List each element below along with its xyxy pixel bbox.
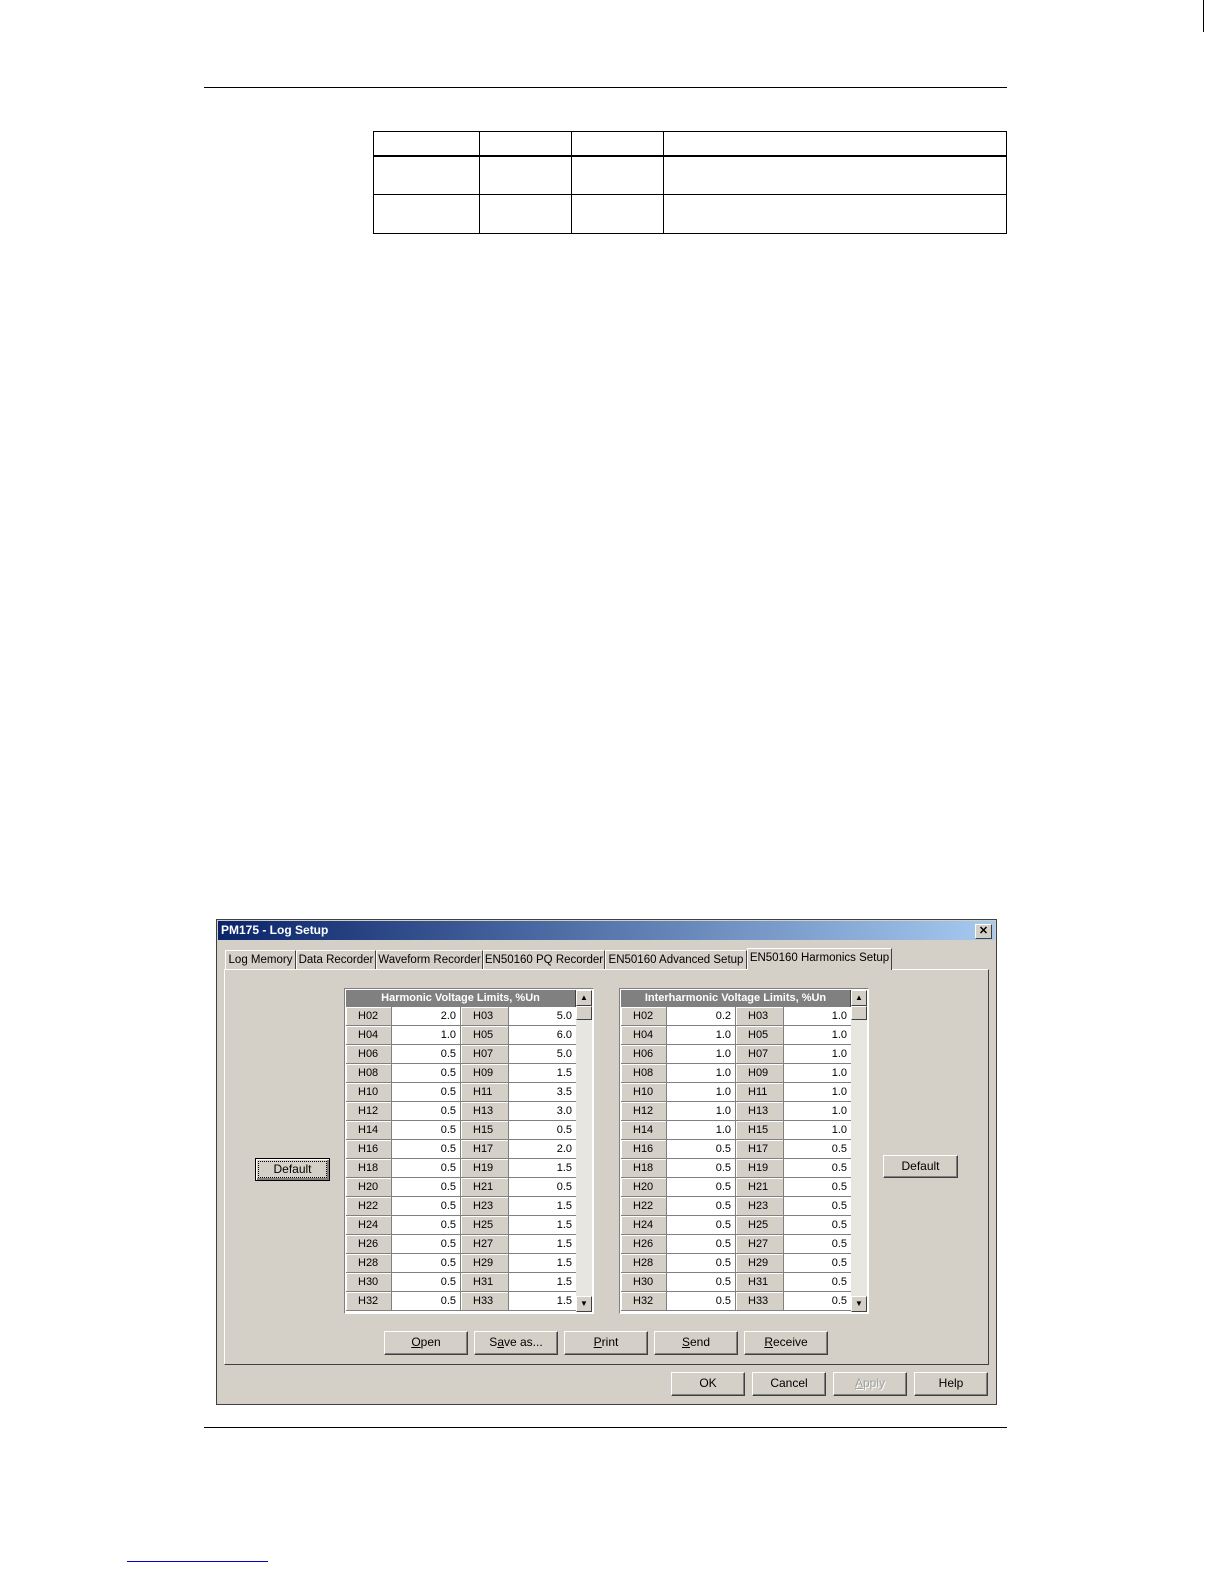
harmonic-label: H06: [346, 1045, 392, 1064]
grid-title: Interharmonic Voltage Limits, %Un: [621, 990, 851, 1007]
limit-value-input[interactable]: 1.0: [784, 1064, 852, 1083]
grid-row: [621, 1292, 852, 1311]
footer-link-underline[interactable]: [127, 1561, 268, 1562]
save-as-button[interactable]: [474, 1331, 558, 1355]
table-cell: [572, 195, 664, 234]
harmonic-label: H18: [621, 1159, 667, 1178]
harmonic-label: H06: [621, 1045, 667, 1064]
grid-row: [621, 1083, 852, 1102]
limit-value-input[interactable]: 0.5: [784, 1216, 852, 1235]
harmonic-label: H23: [461, 1197, 509, 1216]
limit-value-input[interactable]: 1.0: [392, 1026, 461, 1045]
limit-value-input[interactable]: 0.5: [667, 1159, 736, 1178]
limit-value-input[interactable]: 0.5: [667, 1140, 736, 1159]
label-part: eceive: [772, 1335, 808, 1349]
grid-row: [621, 1197, 852, 1216]
limit-value-input[interactable]: 1.0: [667, 1045, 736, 1064]
open-button[interactable]: [384, 1331, 468, 1355]
label-part: end: [689, 1335, 711, 1349]
limit-value-input[interactable]: 0.5: [392, 1159, 461, 1178]
harmonic-label: H02: [621, 1007, 667, 1026]
harmonic-label: H31: [461, 1273, 509, 1292]
limit-value-input[interactable]: 0.5: [392, 1045, 461, 1064]
harmonic-label: H15: [461, 1121, 509, 1140]
grid-row: [621, 1045, 852, 1064]
harmonic-label: H33: [461, 1292, 509, 1311]
scrollbar[interactable]: [576, 990, 592, 1312]
limit-value-input[interactable]: 0.5: [392, 1102, 461, 1121]
table-row: [374, 195, 1007, 234]
page-corner-line: [1203, 0, 1204, 32]
limit-value-input[interactable]: 0.5: [509, 1121, 577, 1140]
limit-value-input[interactable]: 0.5: [667, 1178, 736, 1197]
table-row: [374, 156, 1007, 195]
table-cell: [480, 195, 572, 234]
limit-value-input[interactable]: 2.0: [509, 1140, 577, 1159]
limit-value-input[interactable]: 0.5: [392, 1216, 461, 1235]
harmonic-label: H30: [346, 1273, 392, 1292]
limit-value-input[interactable]: 0.5: [667, 1235, 736, 1254]
tab-waveform-recorder[interactable]: Waveform Recorder: [376, 950, 483, 969]
limit-value-input[interactable]: 0.5: [392, 1121, 461, 1140]
harmonic-label: H22: [621, 1197, 667, 1216]
label-part: pen: [420, 1335, 441, 1349]
limit-value-input[interactable]: 0.5: [784, 1292, 852, 1311]
grid-row: [621, 1178, 852, 1197]
limit-value-input[interactable]: 3.0: [509, 1102, 577, 1121]
scroll-down-icon[interactable]: ▼: [576, 1296, 592, 1312]
harmonic-label: H24: [621, 1216, 667, 1235]
grid-row: [346, 1159, 577, 1178]
grid-row: [346, 1007, 577, 1026]
table-cell: [480, 156, 572, 195]
harmonic-label: H14: [621, 1121, 667, 1140]
label-part: S: [489, 1335, 498, 1349]
harmonic-label: H20: [346, 1178, 392, 1197]
harmonic-label: H04: [621, 1026, 667, 1045]
limit-value-input[interactable]: 3.5: [509, 1083, 577, 1102]
limit-value-input[interactable]: 1.0: [667, 1102, 736, 1121]
table-cell: [664, 132, 1007, 156]
send-button[interactable]: [654, 1331, 738, 1355]
accelerator-key: A: [854, 1376, 863, 1390]
tab-en50160-harmonics-setup[interactable]: EN50160 Harmonics Setup: [747, 948, 892, 970]
ok-button[interactable]: OK: [671, 1372, 745, 1396]
limit-value-input[interactable]: 0.5: [784, 1254, 852, 1273]
limit-value-input[interactable]: 1.0: [784, 1083, 852, 1102]
limit-value-input[interactable]: 5.0: [509, 1045, 577, 1064]
harmonic-label: H28: [621, 1254, 667, 1273]
harmonic-label: H31: [736, 1273, 784, 1292]
title-bar[interactable]: [218, 921, 995, 940]
accelerator-key: O: [411, 1335, 421, 1349]
header-rule: [204, 87, 1007, 88]
table-cell: [480, 132, 572, 156]
harmonic-label: H17: [461, 1140, 509, 1159]
limit-value-input[interactable]: 0.5: [784, 1273, 852, 1292]
limit-value-input[interactable]: 1.0: [667, 1064, 736, 1083]
scroll-down-icon[interactable]: ▼: [851, 1296, 867, 1312]
limit-value-input[interactable]: 0.5: [784, 1178, 852, 1197]
label-part: ve as...: [504, 1335, 543, 1349]
limit-value-input[interactable]: 1.0: [784, 1102, 852, 1121]
grid-row: [346, 1273, 577, 1292]
harmonic-label: H27: [461, 1235, 509, 1254]
limit-value-input[interactable]: 0.5: [667, 1197, 736, 1216]
harmonic-label: H07: [736, 1045, 784, 1064]
harmonic-label: H02: [346, 1007, 392, 1026]
limit-value-input[interactable]: 0.5: [784, 1159, 852, 1178]
limit-value-input[interactable]: 1.5: [509, 1064, 577, 1083]
harmonic-label: H08: [346, 1064, 392, 1083]
harmonic-label: H13: [461, 1102, 509, 1121]
grid-row: [621, 1121, 852, 1140]
scroll-thumb[interactable]: [576, 1006, 592, 1020]
limit-value-input[interactable]: 1.5: [509, 1292, 577, 1311]
harmonic-label: H21: [736, 1178, 784, 1197]
limit-value-input[interactable]: 0.5: [392, 1254, 461, 1273]
limit-value-input[interactable]: 0.5: [667, 1254, 736, 1273]
harmonic-label: H27: [736, 1235, 784, 1254]
scroll-up-icon[interactable]: ▲: [851, 990, 867, 1006]
harmonic-label: H03: [736, 1007, 784, 1026]
limit-value-input[interactable]: 1.0: [667, 1121, 736, 1140]
accelerator-key: R: [764, 1335, 773, 1349]
harmonic-label: H05: [461, 1026, 509, 1045]
tab-log-memory[interactable]: Log Memory: [225, 950, 296, 969]
harmonic-label: H05: [736, 1026, 784, 1045]
close-icon[interactable]: ✕: [975, 924, 992, 939]
harmonic-label: H25: [461, 1216, 509, 1235]
harmonic-label: H26: [346, 1235, 392, 1254]
dialog-title: PM175 - Log Setup: [221, 923, 329, 937]
harmonic-label: H13: [736, 1102, 784, 1121]
harmonic-label: H09: [461, 1064, 509, 1083]
harmonic-limits-grid: [344, 988, 594, 1314]
help-button[interactable]: Help: [914, 1372, 988, 1396]
limit-value-input[interactable]: 1.0: [667, 1026, 736, 1045]
grid-row: [346, 1026, 577, 1045]
cancel-button[interactable]: Cancel: [752, 1372, 826, 1396]
harmonic-label: H22: [346, 1197, 392, 1216]
limit-value-input[interactable]: 1.0: [784, 1026, 852, 1045]
harmonic-label: H18: [346, 1159, 392, 1178]
harmonic-label: H32: [621, 1292, 667, 1311]
harmonic-label: H32: [346, 1292, 392, 1311]
limit-value-input[interactable]: 0.5: [667, 1216, 736, 1235]
limit-value-input[interactable]: 1.5: [509, 1254, 577, 1273]
log-setup-dialog: [216, 919, 997, 1405]
limit-value-input[interactable]: 1.5: [509, 1235, 577, 1254]
harmonic-label: H17: [736, 1140, 784, 1159]
harmonic-label: H10: [346, 1083, 392, 1102]
grid-row: [621, 1273, 852, 1292]
limit-value-input[interactable]: 0.5: [392, 1064, 461, 1083]
grid-title: Harmonic Voltage Limits, %Un: [346, 990, 576, 1007]
table-cell: [664, 195, 1007, 234]
grid-row: [346, 1064, 577, 1083]
harmonic-label: H16: [346, 1140, 392, 1159]
label-part: rint: [601, 1335, 619, 1349]
default-interharmonic-button[interactable]: Default: [883, 1155, 958, 1178]
harmonic-label: H10: [621, 1083, 667, 1102]
limit-value-input[interactable]: 0.5: [392, 1178, 461, 1197]
harmonic-label: H20: [621, 1178, 667, 1197]
limit-value-input[interactable]: 1.0: [784, 1045, 852, 1064]
limit-value-input[interactable]: 0.5: [392, 1140, 461, 1159]
harmonic-label: H07: [461, 1045, 509, 1064]
limit-value-input[interactable]: 1.0: [667, 1083, 736, 1102]
limit-value-input[interactable]: 1.0: [784, 1121, 852, 1140]
grid-row: [346, 1083, 577, 1102]
limit-value-input[interactable]: 0.5: [392, 1273, 461, 1292]
harmonic-label: H24: [346, 1216, 392, 1235]
tab-data-recorder[interactable]: Data Recorder: [296, 950, 376, 969]
grid-row: [621, 1102, 852, 1121]
limit-value-input[interactable]: 0.5: [392, 1292, 461, 1311]
grid-row: [346, 1216, 577, 1235]
harmonic-label: H29: [736, 1254, 784, 1273]
harmonic-label: H11: [461, 1083, 509, 1102]
label-part: pply: [863, 1376, 886, 1390]
harmonic-label: H26: [621, 1235, 667, 1254]
limit-value-input[interactable]: 1.5: [509, 1216, 577, 1235]
table-cell: [374, 156, 480, 195]
harmonic-label: H25: [736, 1216, 784, 1235]
default-harmonic-button[interactable]: Default: [255, 1158, 330, 1181]
tab-panel: [224, 969, 989, 1365]
harmonic-label: H16: [621, 1140, 667, 1159]
limit-value-input[interactable]: 1.5: [509, 1273, 577, 1292]
limit-value-input[interactable]: 6.0: [509, 1026, 577, 1045]
accelerator-key: a: [497, 1335, 504, 1349]
harmonic-label: H04: [346, 1026, 392, 1045]
harmonic-label: H15: [736, 1121, 784, 1140]
harmonic-label: H21: [461, 1178, 509, 1197]
table-cell: [374, 195, 480, 234]
limit-value-input[interactable]: 0.5: [509, 1178, 577, 1197]
limit-value-input[interactable]: 1.5: [509, 1197, 577, 1216]
limit-value-input[interactable]: 0.5: [392, 1083, 461, 1102]
table-cell: [664, 156, 1007, 195]
apply-button[interactable]: [833, 1372, 907, 1396]
grid-row: [621, 1007, 852, 1026]
limit-value-input[interactable]: 5.0: [509, 1007, 577, 1026]
limit-value-input[interactable]: 0.5: [784, 1197, 852, 1216]
interharmonic-limits-grid: [619, 988, 869, 1314]
grid-row: [346, 1235, 577, 1254]
grid-row: [621, 1235, 852, 1254]
grid-row: [621, 1064, 852, 1083]
harmonic-label: H30: [621, 1273, 667, 1292]
limit-value-input[interactable]: 0.5: [784, 1140, 852, 1159]
table-cell: [572, 156, 664, 195]
grid-row: [621, 1140, 852, 1159]
grid-row: [621, 1026, 852, 1045]
grid-row: [346, 1045, 577, 1064]
limit-value-input[interactable]: 2.0: [392, 1007, 461, 1026]
harmonic-label: H29: [461, 1254, 509, 1273]
harmonic-label: H12: [621, 1102, 667, 1121]
print-button[interactable]: [564, 1331, 648, 1355]
harmonic-label: H33: [736, 1292, 784, 1311]
scroll-thumb[interactable]: [851, 1006, 867, 1020]
harmonic-label: H23: [736, 1197, 784, 1216]
grid-row: [346, 1121, 577, 1140]
harmonic-label: H19: [461, 1159, 509, 1178]
scrollbar[interactable]: [851, 990, 867, 1312]
grid-row: [346, 1140, 577, 1159]
harmonic-label: H28: [346, 1254, 392, 1273]
grid-row: [621, 1254, 852, 1273]
limit-value-input[interactable]: 1.0: [784, 1007, 852, 1026]
tab-en50160-pq-recorder[interactable]: EN50160 PQ Recorder: [483, 950, 605, 969]
grid-row: [346, 1292, 577, 1311]
harmonic-label: H14: [346, 1121, 392, 1140]
limit-value-input[interactable]: 0.5: [667, 1273, 736, 1292]
harmonic-label: H12: [346, 1102, 392, 1121]
grid-row: [346, 1178, 577, 1197]
limit-value-input[interactable]: 0.5: [784, 1235, 852, 1254]
grid-row: [346, 1197, 577, 1216]
table-row: [374, 132, 1007, 156]
grid-row: [346, 1102, 577, 1121]
limit-value-input[interactable]: 0.5: [392, 1197, 461, 1216]
harmonic-label: H19: [736, 1159, 784, 1178]
limit-value-input[interactable]: 0.5: [667, 1292, 736, 1311]
accelerator-key: S: [681, 1335, 690, 1349]
harmonic-label: H08: [621, 1064, 667, 1083]
harmonic-label: H11: [736, 1083, 784, 1102]
accelerator-key: P: [593, 1335, 602, 1349]
table-cell: [374, 132, 480, 156]
footer-rule: [204, 1427, 1007, 1428]
document-table: [373, 131, 1007, 234]
grid-row: [346, 1254, 577, 1273]
grid-row: [621, 1159, 852, 1178]
grid-row: [621, 1216, 852, 1235]
scroll-up-icon[interactable]: ▲: [576, 990, 592, 1006]
receive-button[interactable]: [744, 1331, 828, 1355]
harmonic-label: H03: [461, 1007, 509, 1026]
tab-en50160-advanced-setup[interactable]: EN50160 Advanced Setup: [605, 950, 747, 969]
limit-value-input[interactable]: 1.5: [509, 1159, 577, 1178]
limit-value-input[interactable]: 0.2: [667, 1007, 736, 1026]
harmonic-label: H09: [736, 1064, 784, 1083]
table-cell: [572, 132, 664, 156]
limit-value-input[interactable]: 0.5: [392, 1235, 461, 1254]
